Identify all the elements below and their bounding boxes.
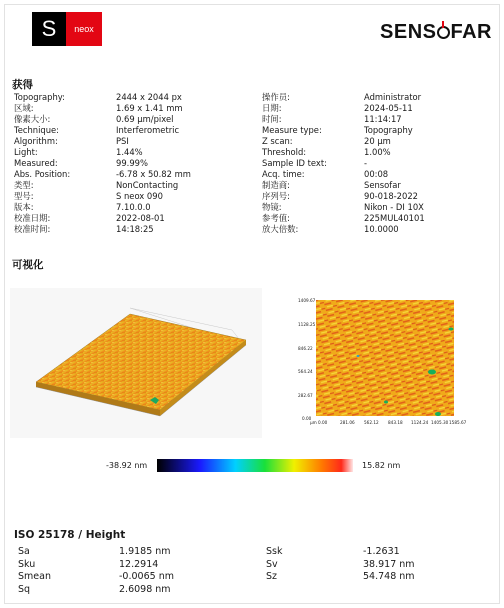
info-label: 放大倍数:	[262, 224, 299, 234]
info-label: 日期:	[262, 103, 282, 113]
brand-part-2: FAR	[450, 21, 492, 43]
table-row	[18, 559, 483, 572]
info-value: 2022-08-01	[116, 213, 165, 223]
y-tick-label: 1128.25	[298, 322, 316, 327]
param-name: Sz	[266, 571, 278, 582]
surface-3d-plot	[10, 288, 262, 438]
info-label: Topography:	[14, 92, 65, 102]
iso-parameters-table	[18, 546, 483, 596]
info-label: 类型:	[14, 180, 34, 190]
param-value: -1.2631	[363, 546, 400, 557]
x-tick-label: 843.18	[388, 420, 403, 425]
info-label: Sample ID text:	[262, 158, 327, 168]
param-value: 12.2914	[119, 558, 159, 570]
x-tick-label: 562.12	[364, 420, 379, 425]
brand-part-1: SENS	[380, 21, 437, 43]
info-value: 1.44%	[116, 147, 143, 157]
table-row	[14, 202, 494, 213]
table-row	[14, 180, 494, 191]
param-value: 54.748 nm	[363, 571, 415, 582]
info-value: 7.10.0.0	[116, 202, 151, 212]
info-value: 10.0000	[364, 224, 399, 234]
neox-logo	[66, 12, 102, 46]
info-value: 20 µm	[364, 136, 391, 146]
info-label: 物镜:	[262, 202, 282, 212]
table-row	[14, 92, 494, 103]
acquisition-table	[14, 92, 494, 235]
info-value: 225MUL40101	[364, 213, 425, 223]
y-tick-label: 564.24	[298, 369, 313, 374]
param-name: Sq	[18, 583, 31, 595]
info-value: 00:08	[364, 169, 389, 179]
table-row	[14, 103, 494, 114]
info-label: 像素大小:	[14, 114, 51, 124]
x-tick-label: 281.06	[340, 420, 355, 425]
info-label: 制造商:	[262, 180, 290, 190]
x-tick-label: 1405.30	[431, 420, 449, 425]
y-tick-label: 846.22	[298, 346, 313, 351]
table-row	[14, 213, 494, 224]
param-name: Smean	[18, 571, 51, 582]
info-label: 校准日期:	[14, 213, 51, 223]
color-scale-bar	[157, 459, 353, 472]
info-value: 0.69 µm/pixel	[116, 114, 174, 124]
info-label: Algorithm:	[14, 136, 58, 146]
sensofar-logo	[380, 21, 492, 44]
info-label: 序列号:	[262, 191, 290, 201]
param-value: -0.0065 nm	[119, 571, 174, 582]
logo-product: neox	[74, 24, 94, 34]
info-label: 操作员:	[262, 92, 290, 102]
info-value: Sensofar	[364, 180, 401, 190]
param-value: 38.917 nm	[363, 558, 415, 570]
info-value: -	[364, 158, 368, 168]
brand-o-icon	[437, 26, 450, 39]
info-value: -6.78 x 50.82 mm	[116, 169, 191, 179]
info-value: Interferometric	[116, 125, 180, 135]
info-value: Nikon - DI 10X	[364, 202, 424, 212]
param-name: Sku	[18, 558, 36, 570]
y-tick-label: 0.00	[302, 416, 312, 421]
info-label: Measured:	[14, 158, 58, 168]
info-label: 时间:	[262, 114, 282, 124]
info-value: PSI	[116, 136, 129, 146]
logo-letter: S	[41, 16, 57, 41]
info-value: 2024-05-11	[364, 103, 413, 113]
info-value: 11:14:17	[364, 114, 402, 124]
info-label: Z scan:	[262, 136, 293, 146]
param-name	[266, 584, 363, 597]
y-tick-label: 1409.67	[298, 298, 316, 303]
info-value: 99.99%	[116, 158, 148, 168]
topography-image	[298, 298, 456, 424]
visualization-title: 可视化	[12, 259, 44, 271]
info-value: Topography	[364, 125, 413, 135]
info-label: Technique:	[14, 125, 59, 135]
table-row	[14, 125, 494, 136]
param-value: 1.9185 nm	[119, 546, 171, 557]
colorbar-max-label: 15.82 nm	[362, 461, 401, 470]
param-value	[363, 584, 483, 597]
info-label: Abs. Position:	[14, 169, 71, 179]
table-row	[14, 136, 494, 147]
info-label: 版本:	[14, 202, 34, 212]
table-row	[18, 546, 483, 559]
x-tick-label: 1585.67	[449, 420, 467, 425]
param-value: 2.6098 nm	[119, 583, 171, 595]
table-row	[14, 147, 494, 158]
table-row	[14, 224, 494, 235]
info-value: 1.00%	[364, 147, 391, 157]
x-tick-label: 1124.24	[411, 420, 429, 425]
table-row	[14, 191, 494, 202]
info-label: 校准时间:	[14, 224, 51, 234]
topography-map	[298, 298, 467, 425]
info-label: Threshold:	[262, 147, 307, 157]
info-value: 2444 x 2044 px	[116, 92, 182, 102]
info-label: Measure type:	[262, 125, 322, 135]
table-row	[14, 114, 494, 125]
y-tick-label: 282.67	[298, 393, 313, 398]
axis-unit: µm	[310, 420, 317, 425]
table-row	[14, 169, 494, 180]
info-label: 型号:	[14, 191, 34, 201]
info-value: S neox 090	[116, 191, 163, 201]
surface-3d-view	[10, 288, 262, 438]
iso-title: ISO 25178 / Height	[14, 529, 126, 541]
info-label: 参考值:	[262, 213, 290, 223]
info-value: Administrator	[364, 92, 422, 102]
info-label: Light:	[14, 147, 38, 157]
info-value: 14:18:25	[116, 224, 154, 234]
colorbar-min-label: -38.92 nm	[106, 461, 148, 470]
s-logo	[32, 12, 66, 46]
table-row	[18, 571, 483, 584]
info-value: 1.69 x 1.41 mm	[116, 103, 183, 113]
param-name: Sv	[266, 558, 278, 570]
param-name: Ssk	[266, 546, 283, 557]
table-row	[14, 158, 494, 169]
info-label: Acq. time:	[262, 169, 305, 179]
table-row	[18, 584, 483, 597]
acquisition-title: 获得	[12, 79, 33, 91]
info-label: 区域:	[14, 103, 34, 113]
info-value: 90-018-2022	[364, 191, 418, 201]
param-name: Sa	[18, 546, 30, 557]
info-value: NonContacting	[116, 180, 179, 190]
x-tick-label: 0.00	[318, 420, 328, 425]
